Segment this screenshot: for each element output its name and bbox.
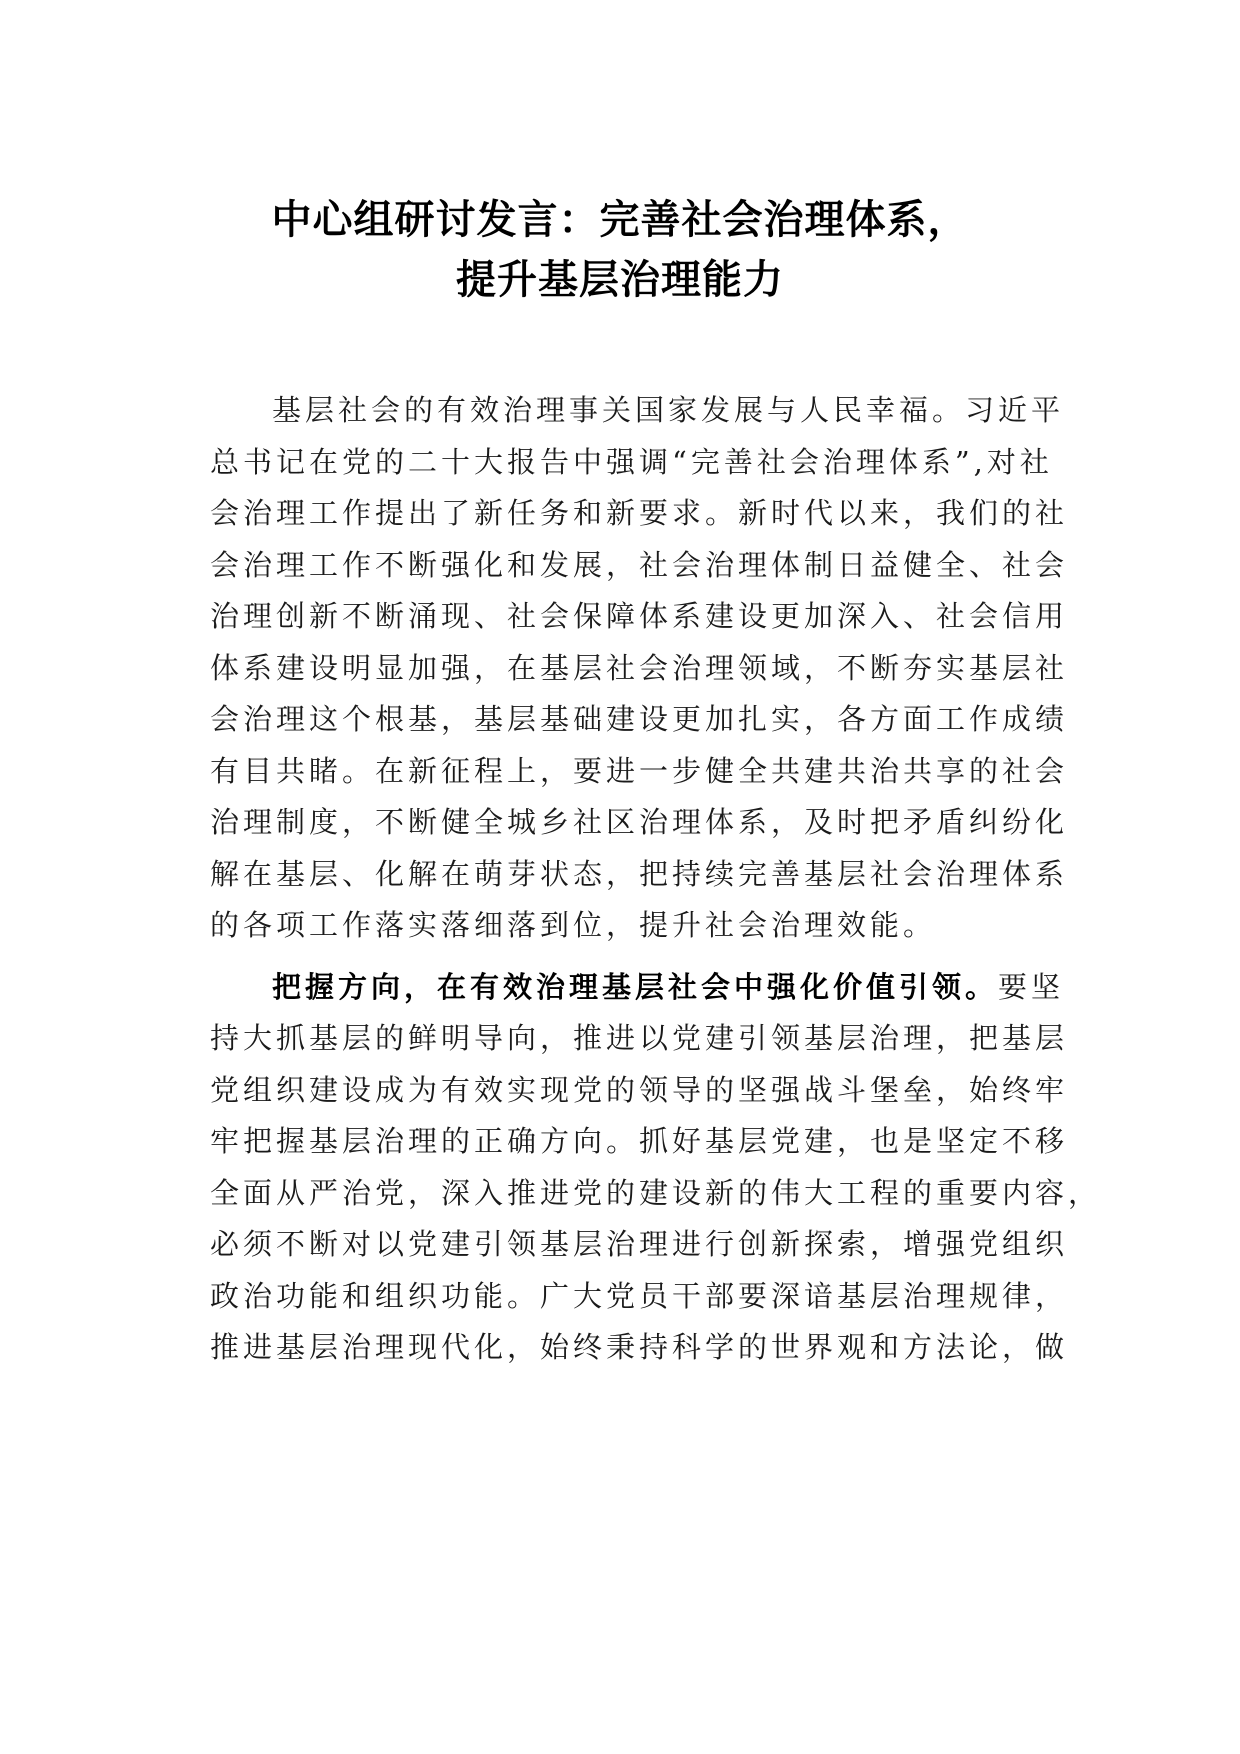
title-line-2: 提升基层治理能力 [456,257,784,303]
text-line: 政治功能和组织功能。广大党员干部要深谙基层治理规律， [210,1278,1069,1313]
paragraph-lead-heading: 把握方向，在有效治理基层社会中强化价值引领。 [272,969,999,1004]
text-line: 牢把握基层治理的正确方向。抓好基层党建，也是坚定不移 [210,1124,1069,1158]
text-line: 治理创新不断涌现、社会保障体系建设更加深入、社会信用 [210,599,1069,633]
lead-line-rest: 要坚 [998,969,1065,1004]
text-line-with-heading [210,962,1065,1014]
title-line-1: 中心组研讨发言：完善社会治理体系， [271,197,969,243]
text-line: 会治理工作不断强化和发展，社会治理体制日益健全、社会 [210,547,1069,582]
text-line: 解在基层、化解在萌芽状态，把持续完善基层社会治理体系 [210,856,1069,891]
paragraph-2 [210,962,1102,1374]
text-line: 必须不断对以党建引领基层治理进行创新探索，增强党组织 [210,1227,1069,1261]
paragraph-1 [210,385,1069,952]
document-title [180,190,1060,310]
text-line: 总书记在党的二十大报告中强调“完善社会治理体系”,对社 [210,444,1053,479]
text-line: 会治理工作提出了新任务和新要求。新时代以来，我们的社 [210,496,1069,530]
text-line: 体系建设明显加强，在基层社会治理领域，不断夯实基层社 [210,650,1069,685]
text-line: 会治理这个根基，基层基础建设更加扎实，各方面工作成绩 [210,702,1069,736]
text-line: 的各项工作落实落细落到位，提升社会治理效能。 [210,908,937,942]
text-line: 全面从严治党，深入推进党的建设新的伟大工程的重要内容， [210,1175,1102,1210]
paragraph-spacer [210,952,1060,962]
text-line: 有目共睹。在新征程上，要进一步健全共建共治共享的社会 [210,753,1069,788]
document-body [210,385,1102,1374]
text-line: 持大抓基层的鲜明导向，推进以党建引领基层治理，把基层 [210,1021,1069,1055]
text-line: 基层社会的有效治理事关国家发展与人民幸福。习近平 [272,393,1065,427]
text-line: 治理制度，不断健全城乡社区治理体系，及时把矛盾纠纷化 [210,805,1069,839]
text-line: 推进基层治理现代化，始终秉持科学的世界观和方法论，做 [210,1330,1069,1364]
text-line: 党组织建设成为有效实现党的领导的坚强战斗堡垒，始终牢 [210,1072,1069,1107]
